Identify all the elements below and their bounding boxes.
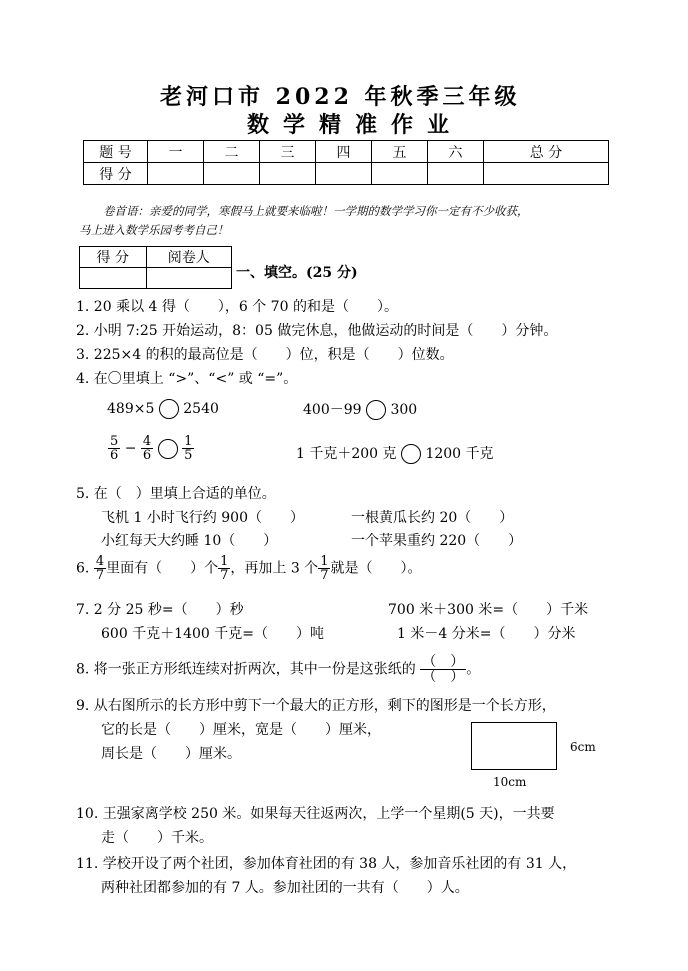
grader-reviewer-label: 阅卷人	[146, 247, 232, 268]
question-7a: 7. 2 分 25 秒=（ ）秒	[76, 602, 244, 618]
question-6	[76, 555, 421, 582]
question-8	[76, 655, 480, 684]
rect-width-label: 10cm	[493, 775, 527, 789]
score-cell: 四	[316, 141, 372, 163]
fraction: $\frac{1}{7}$	[320, 554, 329, 583]
question-5a: 飞机 1 小时飞行约 900（ ）	[101, 510, 304, 526]
preface-line2: 马上进入数学乐园考考自己！	[79, 223, 229, 237]
q4b-left: 400－99	[303, 402, 362, 418]
score-blank	[260, 163, 316, 185]
preface-line1: 卷首语：亲爱的同学，寒假马上就要来临啦！一学期的数学学习你一定有不少收获，	[103, 204, 529, 218]
q6-text: 就是（ ）。	[330, 560, 422, 577]
fraction: $\frac{5}{6}$	[110, 434, 119, 463]
fraction: $\frac{1}{5}$	[184, 434, 193, 463]
question-5c: 小红每天大约睡 10（ ）	[101, 533, 278, 549]
question-10-line1: 10. 王强家离学校 250 米。如果每天往返两次，上学一个星期(5 天)，一共要	[76, 806, 555, 822]
question-5b: 一根黄瓜长约 20（ ）	[351, 510, 514, 526]
question-7b: 700 米＋300 米=（ ）千米	[388, 602, 589, 618]
score-cell: 三	[260, 141, 316, 163]
question-1: 1. 20 乘以 4 得（ ），6 个 70 的和是（ ）。	[76, 299, 398, 315]
score-cell: 题 号	[84, 141, 148, 163]
rect-height-label: 6cm	[570, 740, 596, 754]
grader-score-label: 得 分	[80, 247, 147, 268]
q4d-left: 1 千克＋200 克	[296, 446, 397, 462]
q6-number: 6.	[76, 560, 90, 577]
q4d-right: 1200 千克	[425, 446, 494, 462]
question-5d: 一个苹果重约 220（ ）	[351, 533, 523, 549]
score-blank	[204, 163, 260, 185]
question-11-line2: 两种社团都参加的有 7 人。参加社团的一共有（ ）人。	[101, 880, 469, 896]
compare-circle[interactable]	[159, 399, 179, 419]
q4b-right: 300	[390, 402, 418, 418]
question-4: 4. 在〇里填上 “>”、“<” 或 “=”。	[76, 371, 298, 387]
q6-text: 里面有（ ）个	[106, 560, 219, 577]
score-blank	[428, 163, 484, 185]
question-4c	[108, 435, 194, 462]
score-header-row	[84, 141, 609, 163]
q6-text: ，再加上 3 个	[230, 560, 319, 577]
q4a-right: 2540	[183, 401, 219, 417]
score-cell: 二	[204, 141, 260, 163]
question-11-line1: 11. 学校开设了两个社团，参加体育社团的有 38 人，参加音乐社团的有 31 人，	[76, 856, 577, 872]
score-table	[83, 140, 609, 185]
score-cell: 得 分	[84, 163, 148, 185]
question-10-line2: 走（ ）千米。	[101, 830, 213, 846]
doc-title: 老河口市 2022 年秋季三年级	[160, 84, 521, 110]
q4c-operator: −	[124, 440, 137, 457]
question-7d: 1 米－4 分米=（ ）分米	[397, 626, 576, 642]
fraction: $\frac{4}{6}$	[142, 434, 152, 463]
compare-circle[interactable]	[158, 439, 178, 459]
doc-subtitle: 数学精准作业	[247, 112, 464, 138]
score-cell: 一	[148, 141, 204, 163]
question-3: 3. 225×4 的积的最高位是（ ）位，积是（ ）位数。	[76, 347, 454, 363]
score-value-row	[84, 163, 609, 185]
compare-circle[interactable]	[366, 400, 386, 420]
score-cell: 五	[372, 141, 428, 163]
answer-fraction-blank[interactable]: $\frac{( )}{( )}$	[422, 654, 465, 685]
score-blank	[372, 163, 428, 185]
question-4d	[296, 443, 494, 464]
grader-table	[79, 246, 232, 289]
question-7c: 600 千克＋1400 千克=（ ）吨	[101, 626, 324, 642]
question-4b	[303, 399, 417, 420]
q8-end: 。	[466, 661, 481, 678]
score-blank	[148, 163, 204, 185]
fraction: $\frac{1}{7}$	[220, 554, 229, 583]
question-2: 2. 小明 7:25 开始运动，8：05 做完休息，他做运动的时间是（ ）分钟。	[76, 323, 558, 339]
score-blank	[484, 163, 609, 185]
score-cell: 六	[428, 141, 484, 163]
score-blank	[316, 163, 372, 185]
question-9-line1: 9. 从右图所示的长方形中剪下一个最大的正方形，剩下的图形是一个长方形，	[76, 698, 556, 714]
compare-circle[interactable]	[401, 444, 421, 464]
q4a-left: 489×5	[107, 401, 155, 417]
section1-heading: 一、填空。(25 分)	[236, 265, 358, 281]
question-4a	[107, 399, 219, 419]
fraction: $\frac{4}{7}$	[95, 554, 105, 583]
question-5: 5. 在（ ）里填上合适的单位。	[76, 486, 276, 502]
question-9-line3: 周长是（ ）厘米。	[101, 746, 241, 762]
question-9-line2: 它的长是（ ）厘米，宽是（ ）厘米，	[101, 722, 381, 738]
rectangle-figure	[471, 722, 557, 770]
grader-blank	[146, 268, 232, 289]
q8-text: 8. 将一张正方形纸连续对折两次，其中一份是这张纸的	[76, 661, 416, 678]
score-cell: 总 分	[484, 141, 609, 163]
grader-blank	[80, 268, 147, 289]
